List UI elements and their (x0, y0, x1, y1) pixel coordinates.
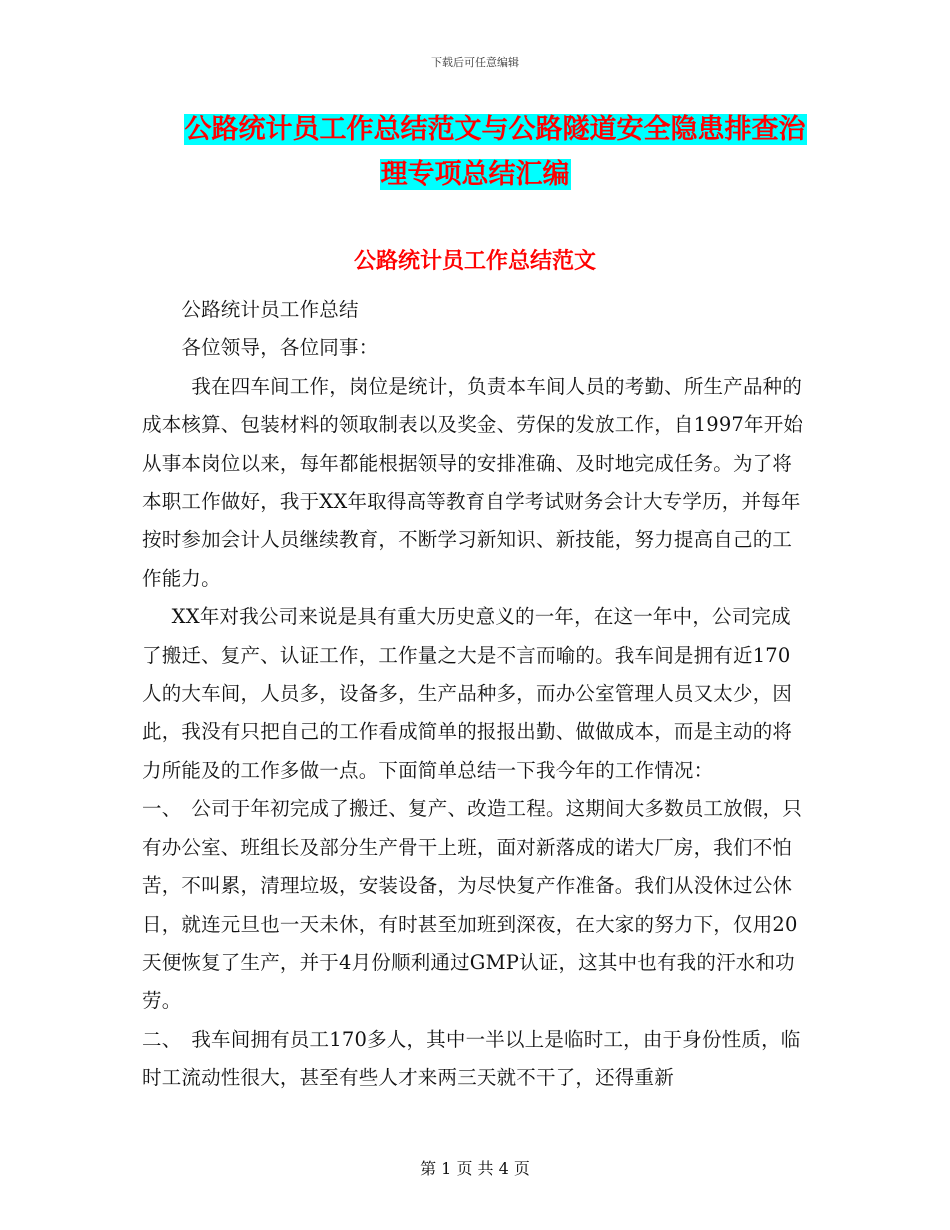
title-highlight-2: 理专项总结汇编 (380, 159, 570, 190)
section-title: 公路统计员工作总结范文 (353, 249, 596, 274)
title-highlight-1: 公路统计员工作总结范文与公路隧道安全隐患排查治 (184, 114, 806, 145)
paragraph-overview: XX年对我公司来说是具有重大历史意义的一年，在这一年中，公司完成了搬迁、复产、认证工作，工作量之大是不言而喻的。我车间是拥有近170人的大车间，人员多，设备多，生产品种多，而办公室管理人员又太少，因此，我没有只把自己的工作看成简单的报报出勤、做做成本，而是主动的将力所能及的工作多做一点。下面简单总结一下我今年的工作情况： (142, 605, 793, 782)
page-footer: 第 1 页 共 4 页 (420, 1159, 530, 1178)
header-note: 下载后可任意编辑 (431, 56, 519, 69)
paragraph-item-2: 二、 我车间拥有员工170多人，其中一半以上是临时工，由于身份性质，临时工流动性很大，甚至有些人才来两三天就不干了，还得重新 (142, 1027, 801, 1090)
document-title-line-1 (20, 108, 950, 152)
paragraph-item-1: 一、 公司于年初完成了搬迁、复产、改造工程。这期间大多数员工放假，只有办公室、班组长及部分生产骨干上班，面对新落成的诺大厂房，我们不怕苦，不叫累，清理垃圾，安装设备，为尽快复产作准备。我们从没休过公休日，就连元旦也一天未休，有时甚至加班到深夜，在大家的努力下，仅用20天便恢复了生产，并于4月份顺利通过GMP认证，这其中也有我的汗水和功劳。 (142, 797, 803, 1013)
paragraph-intro: 我在四车间工作，岗位是统计，负责本车间人员的考勤、所生产品种的成本核算、包装材料的领取制表以及奖金、劳保的发放工作，自1997年开始从事本岗位以来，每年都能根据领导的安排准确、及时地完成任务。为了将本职工作做好，我于XX年取得高等教育自学考试财务会计大专学历，并每年按时参加会计人员继续教育，不断学习新知识、新技能，努力提高自己的工作能力。 (142, 374, 804, 590)
document-title-line-2 (0, 153, 950, 197)
paragraph-salutation: 各位领导，各位同事： (142, 336, 379, 360)
document-body (142, 291, 810, 1098)
paragraph-heading: 公路统计员工作总结 (142, 298, 359, 321)
